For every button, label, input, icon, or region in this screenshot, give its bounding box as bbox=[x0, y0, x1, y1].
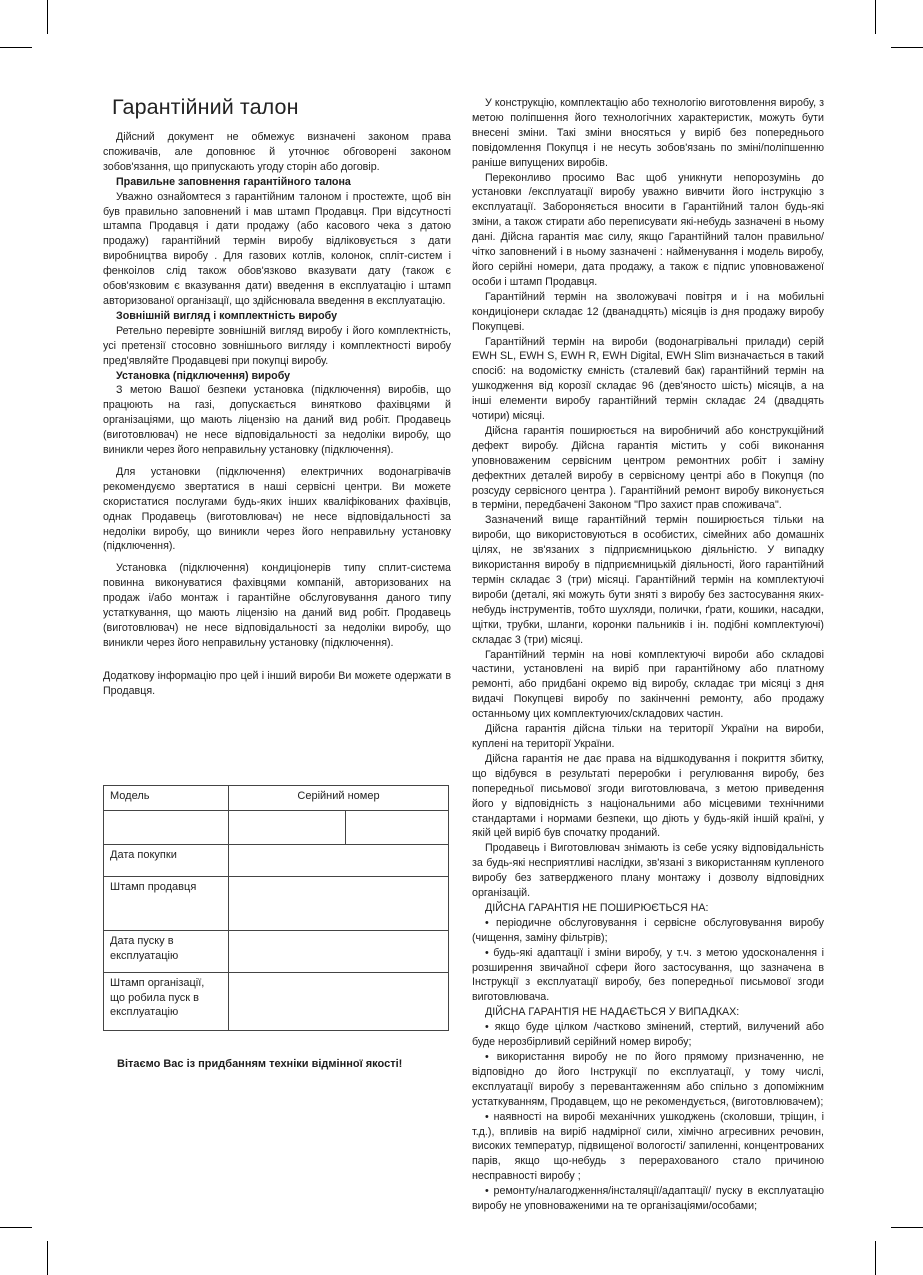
paragraph: Додаткову інформацію про цей і інший вироби Ви можете одержати в Продавця. bbox=[103, 669, 451, 697]
list-item: • наявності на виробі механічних ушкоджень (сколовши, тріщин, і т.д.), впливів на виріб надмірної сили, хімічно агресивних речовин, високих температур, підвищеної вологості/ запиленні, концентрованих парів, якщо що-небудь з перерахованого стало причиною несправності виробу ; bbox=[472, 1110, 824, 1183]
crop-mark bbox=[47, 1241, 48, 1275]
serial-field[interactable] bbox=[346, 811, 449, 845]
model-label: Модель bbox=[104, 786, 229, 811]
paragraph: Переконливо просимо Вас щоб уникнути непорозумінь до установки /експлуатації виробу уважно вивчити його інструкцію з експлуатації. Забороняється вносити в Гарантійний талон будь-які зміни, а також стирати або переписувати які-небудь зазначені в ньому дані. Дійсна гарантія має силу, якщо Гарантійний талон правильно/чітко заповнений і в ньому зазначені : найменування і модель виробу, його серійні номери, дата продажу, а також є підпис уповноваженої особи і штамп Продавця. bbox=[472, 171, 824, 288]
crop-mark bbox=[875, 1241, 876, 1275]
list-item: • періодичне обслуговування і сервісне обслуговування виробу (чищення, заміну фільтрів); bbox=[472, 916, 824, 944]
paragraph: Гарантійний термін на вироби (водонагрівальні прилади) серій EWH SL, EWH S, EWH R, EWH Digital, EWH Slim визначається в такий спосіб: на водомістку ємність (сталевий бак) гарантійний термін на ушкодження від корозії складає 96 (дев'яносто шість) місяців, а на інші елементи виробу гарантійний термін складає 24 (двадцять чотири) місяці. bbox=[472, 335, 824, 423]
list-item: • використання виробу не по його прямому призначенню, не відповідно до його Інструкції по експлуатації, у тому числі, експлуатації виробу з перевантаженням або спільно з допоміжним устаткуванням, Продавцем, що не рекомендується, (виготовлювачем); bbox=[472, 1051, 824, 1108]
org-stamp-field[interactable] bbox=[229, 973, 449, 1031]
paragraph: Ретельно перевірте зовнішній вигляд виробу і його комплектність, усі претензії стосовно зовнішнього вигляду і комплектності виробу пред'являйте Продавцеві при покупці виробу. bbox=[103, 324, 451, 367]
model-field[interactable] bbox=[104, 811, 229, 845]
section-heading: Установка (підключення) виробу bbox=[116, 369, 291, 382]
paragraph: Гарантійний термін на зволожувачі повітря и і на мобильні кондиціонери складає 12 (дванадцять) місяців із дня продажу виробу Покупцеві. bbox=[472, 290, 824, 333]
paragraph: З метою Вашої безпеки установка (підключення) виробів, що працюють на газі, допускається винятково фахівцями й організаціями, що мають ліцензію на даний вид робіт. Продавець (виготовлювач) не несе відповідальності за недоліки виробу, що виникли через його неправильну установку (підключення). bbox=[103, 384, 451, 457]
seller-stamp-field[interactable] bbox=[229, 877, 449, 931]
list-item: • ремонту/налагодження/інсталяції/адаптації/ пуску в експлуатацію виробу не уповноваженими на те організаціями/особами; bbox=[472, 1185, 824, 1213]
paragraph: Гарантійний термін на нові комплектуючі вироби або складові частини, установлені на виріб при гарантійному або платному ремонті, або придбані окремо від виробу, складає три місяці з дня видачі Покупцеві виробу по закінченні ремонту, або продажу останньому цих комплектуючих/складових частин. bbox=[472, 648, 824, 721]
purchase-date-label: Дата покупки bbox=[104, 845, 229, 877]
purchase-date-field[interactable] bbox=[229, 845, 449, 877]
section-heading: Зовнішній вигляд і комплектність виробу bbox=[116, 309, 338, 322]
section-heading: ДІЙСНА ГАРАНТІЯ НЕ ПОШИРЮЄТЬСЯ НА: bbox=[485, 901, 709, 914]
list-item: • якщо буде цілком /частково змінений, стертий, вилучений або буде нерозбірливий серійний номер виробу; bbox=[472, 1021, 824, 1049]
right-column bbox=[472, 96, 824, 1214]
page-title: Гарантійний талон bbox=[112, 95, 299, 119]
paragraph: У конструкцію, комплектацію або технологію виготовлення виробу, з метою поліпшення його технологічних характеристик, можуть бути внесені зміни. Такі зміни вносяться у виріб без попереднього повідомлення Покупця і не несуть зобов'язань по зміні/поліпшенню раніше випущених виробів. bbox=[472, 97, 824, 169]
section-heading: ДІЙСНА ГАРАНТІЯ НЕ НАДАЄТЬСЯ У ВИПАДКАХ: bbox=[485, 1006, 740, 1019]
paragraph: Дійсна гарантія поширюється на виробничий або конструкційний дефект виробу. Дійсна гарантія містить у собі виконання уповноваженим сервісним центром ремонтних робіт і заміну дефектних деталей виробу в сервісному центрі або в Покупця (по розсуду сервісного центра ). Гарантійний ремонт виробу виконується в терміни, передбачені Законом "Про захист прав споживача". bbox=[472, 424, 824, 512]
paragraph: Дійсна гарантія не дає права на відшкодування і покриття збитку, що відбувся в результаті переробки і регулювання виробу, без попередньої письмової згоди виготовлювача, з метою приведення його у відповідність з національними або місцевими технічними стандартами і нормами безпеки, що діють у будь-якій іншій країні, у якій цей виріб був спочатку проданий. bbox=[472, 752, 824, 840]
left-column bbox=[103, 130, 451, 699]
start-date-field[interactable] bbox=[229, 931, 449, 973]
paragraph: Установка (підключення) кондиціонерів типу сплит-система повинна виконуватися фахівцями компаній, авторизованих на продаж і/або монтаж і гарантійне обслуговування даного типу устаткування, що мають ліцензію на даний вид робіт. Продавець (виготовлювач) не несе відповідальності за недоліки виробу, що виникли через його неправильну установку (підключення). bbox=[103, 562, 451, 649]
list-item: • будь-які адаптації і зміни виробу, у т.ч. з метою удосконалення і розширення звичайної сфери його застосування, що зазначена в Інструкції з експлуатації виробу, без попередньої письмової згоди виготовлювача. bbox=[472, 946, 824, 1004]
org-stamp-label: Штамп організації, що робила пуск в експлуатацію bbox=[104, 973, 229, 1031]
footer-greeting: Вітаємо Вас із придбанням техніки відмінної якості! bbox=[117, 1058, 403, 1070]
warranty-table bbox=[103, 785, 449, 1031]
crop-mark bbox=[47, 0, 48, 34]
crop-mark bbox=[875, 0, 876, 34]
start-date-label: Дата пуску в експлуатацію bbox=[104, 931, 229, 973]
crop-mark bbox=[0, 1227, 32, 1228]
crop-mark bbox=[891, 1227, 923, 1228]
serial-field[interactable] bbox=[229, 811, 346, 845]
serial-label: Серійний номер bbox=[229, 786, 449, 811]
paragraph: Для установки (підключення) електричних водонагрівачів рекомендуємо звертатися в наші сервісні центри. Ви можете скористатися послугами будь-яких інших кваліфікованих фахівців, однак Продавець (виготовлювач) не несе відповідальності за недоліки виробу, що виникли через його неправильну установку (підключення). bbox=[103, 465, 451, 553]
paragraph: Зазначений вище гарантійний термін поширюється тільки на вироби, що використовуються в особистих, сімейних або домашніх цілях, не зв'язаних з підприємницькою діяльністю. У випадку використання виробу в підприємницькій діяльності, його гарантійний термін складає 3 (три) місяці. Гарантійний термін на комплектуючі вироби (деталі, які можуть бути зняті з виробу без застосування яких-небудь інструментів, тобто шухляди, полички, ґрати, кошики, насадки, щітки, трубки, шланги, коронки пальників і ін. подібні комплектуючі) складає 3 (три) місяці. bbox=[472, 514, 824, 646]
paragraph: Дійсна гарантія дійсна тільки на території України на вироби, куплені на території України. bbox=[472, 723, 824, 750]
paragraph: Дійсний документ не обмежує визначені законом права споживачів, але доповнює й уточнює обговорені законом зобов'язання, що припускають угоду сторін або договір. bbox=[103, 131, 451, 173]
paragraph: Уважно ознайомтеся з гарантійним талоном і простежте, щоб він був правильно заповнений і мав штамп Продавця. При відсутності штампа Продавця і дати продажу (або касового чека з датою продажу) гарантійний термін виробу відліковується з дати виробництва виробу . Для газових котлів, колонок, спліт-систем і фенкоілов слід також обов'язково вказувати дату (також є обов'язковим є вказування дати) введення в експлуатацію і штамп авторизованої організації, що здійснювала введення в експлуатацію. bbox=[103, 190, 451, 307]
section-heading: Правильне заповнення гарантійного талона bbox=[116, 175, 351, 188]
crop-mark bbox=[891, 47, 923, 48]
seller-stamp-label: Штамп продавця bbox=[104, 877, 229, 931]
crop-mark bbox=[0, 47, 32, 48]
paragraph: Продавець і Виготовлювач знімають із себе усяку відповідальність за будь-які несприятливі наслідки, зв'язані з використанням купленого виробу без затвердженого плану монтажу і дозволу відповідних організацій. bbox=[472, 842, 824, 900]
